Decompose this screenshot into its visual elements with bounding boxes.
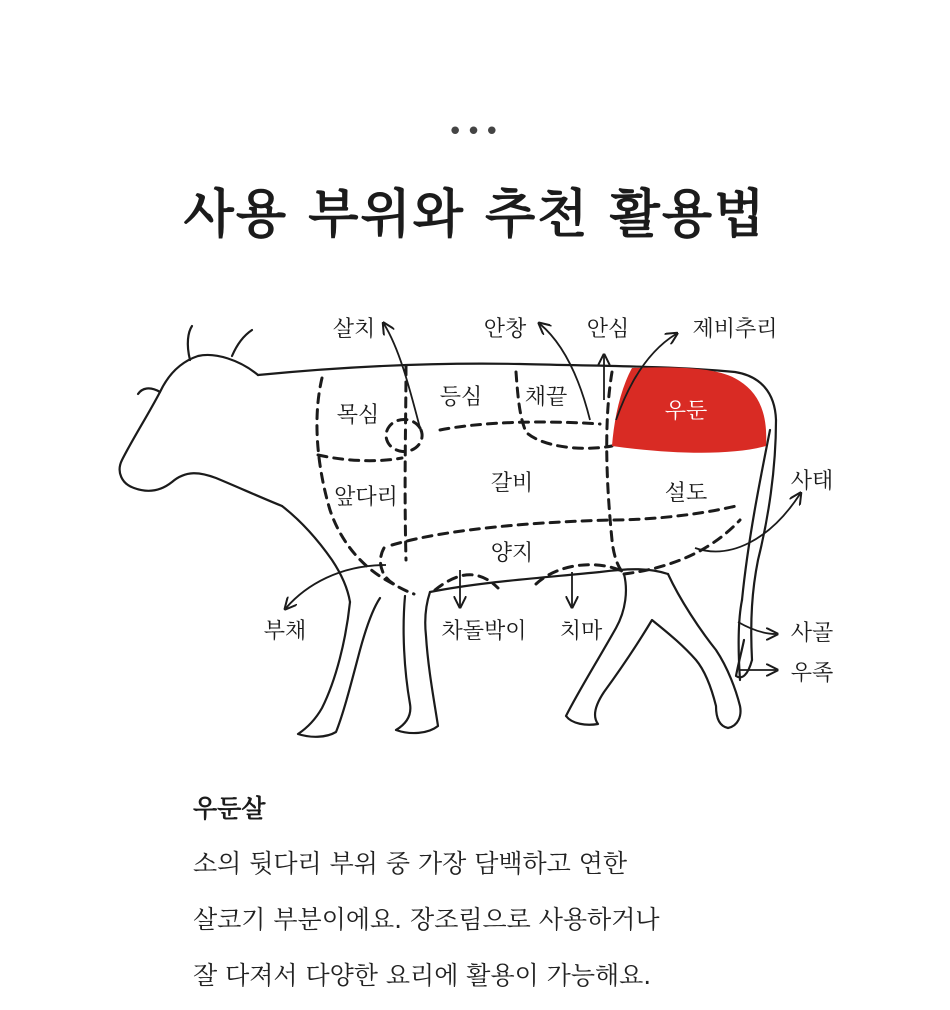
description-line: 살코기 부분이에요. 장조림으로 사용하거나 bbox=[193, 905, 660, 934]
description-line: 소의 뒷다리 부위 중 가장 담백하고 연한 bbox=[193, 849, 628, 878]
cut-description bbox=[193, 842, 893, 1010]
label-jebichuri: 제비추리 bbox=[692, 317, 778, 342]
label-sagol: 사골 bbox=[790, 621, 834, 646]
label-chima: 치마 bbox=[559, 619, 603, 644]
label-apdari: 앞다리 bbox=[334, 485, 398, 510]
decorative-dots: ••• bbox=[447, 117, 503, 147]
label-ujok: 우족 bbox=[790, 661, 834, 686]
label-chadolbagi: 차돌박이 bbox=[441, 619, 527, 644]
page-title: 사용 부위와 추천 활용법 bbox=[183, 184, 767, 245]
label-satae: 사태 bbox=[790, 469, 834, 494]
label-deungsim: 등심 bbox=[439, 385, 483, 410]
label-udun: 우둔 bbox=[664, 399, 708, 424]
cut-name-heading: 우둔살 bbox=[193, 794, 266, 823]
label-buchae: 부채 bbox=[263, 619, 307, 644]
label-chaekkeut: 채끝 bbox=[524, 385, 568, 410]
label-ansim: 안심 bbox=[586, 317, 630, 342]
label-yangji: 양지 bbox=[490, 541, 534, 566]
label-moksim: 목심 bbox=[336, 403, 380, 428]
label-seoldo: 설도 bbox=[664, 481, 708, 506]
beef-cuts-diagram bbox=[0, 300, 950, 750]
label-salchi: 살치 bbox=[332, 317, 376, 342]
label-anchang: 안창 bbox=[483, 317, 527, 342]
description-line: 잘 다져서 다양한 요리에 활용이 가능해요. bbox=[193, 961, 652, 990]
label-galbi: 갈비 bbox=[490, 471, 534, 496]
